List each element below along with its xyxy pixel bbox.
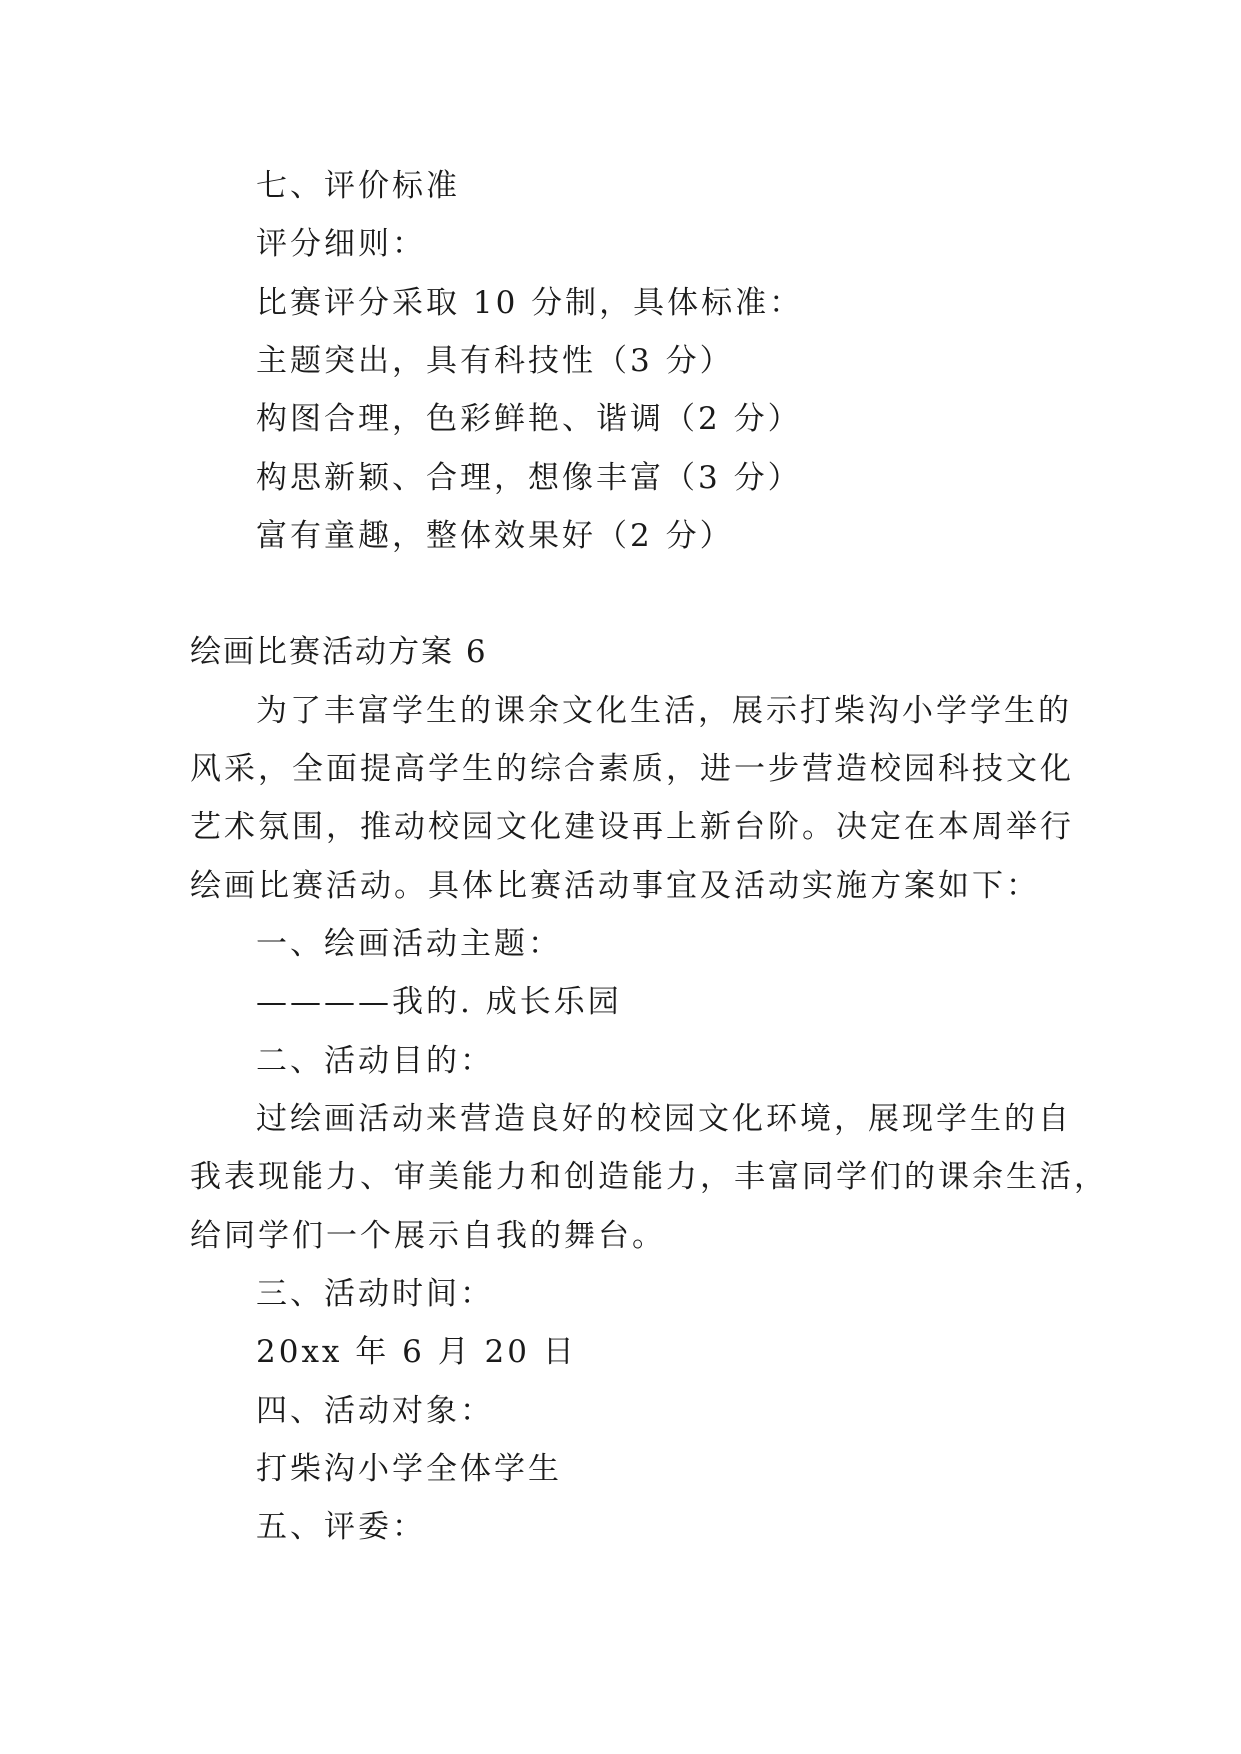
plan-title: 绘画比赛活动方案 6 (190, 634, 488, 670)
body-line: 主题突出，具有科技性（3 分） (256, 343, 734, 379)
body-line: 比赛评分采取 10 分制，具体标准： (256, 285, 804, 321)
audience-value: 打柴沟小学全体学生 (256, 1451, 562, 1487)
theme-value: ————我的. 成长乐园 (256, 984, 622, 1020)
paragraph-line: 为了丰富学生的课余文化生活，展示打柴沟小学学生的 (256, 693, 1072, 729)
paragraph-line: 过绘画活动来营造良好的校园文化环境，展现学生的自 (256, 1101, 1072, 1137)
paragraph-line: 我表现能力、审美能力和创造能力，丰富同学们的课余生活， (190, 1159, 1108, 1195)
section-heading: 一、绘画活动主题： (256, 926, 562, 962)
body-line: 构图合理，色彩鲜艳、谐调（2 分） (256, 401, 802, 437)
section-subheading: 评分细则： (256, 226, 426, 262)
time-value: 20xx 年 6 月 20 日 (256, 1334, 577, 1370)
section-heading: 七、评价标准 (256, 168, 460, 204)
section-heading: 三、活动时间： (256, 1276, 494, 1312)
paragraph-line: 风采，全面提高学生的综合素质，进一步营造校园科技文化 (190, 751, 1074, 787)
section-heading: 四、活动对象： (256, 1393, 494, 1429)
section-heading: 二、活动目的： (256, 1043, 494, 1079)
body-line: 富有童趣，整体效果好（2 分） (256, 518, 734, 554)
body-line: 构思新颖、合理，想像丰富（3 分） (256, 460, 802, 496)
paragraph-line: 艺术氛围，推动校园文化建设再上新台阶。决定在本周举行 (190, 809, 1074, 845)
paragraph-line: 绘画比赛活动。具体比赛活动事宜及活动实施方案如下： (190, 868, 1040, 904)
paragraph-line: 给同学们一个展示自我的舞台。 (190, 1218, 666, 1254)
section-heading: 五、评委： (256, 1509, 426, 1545)
